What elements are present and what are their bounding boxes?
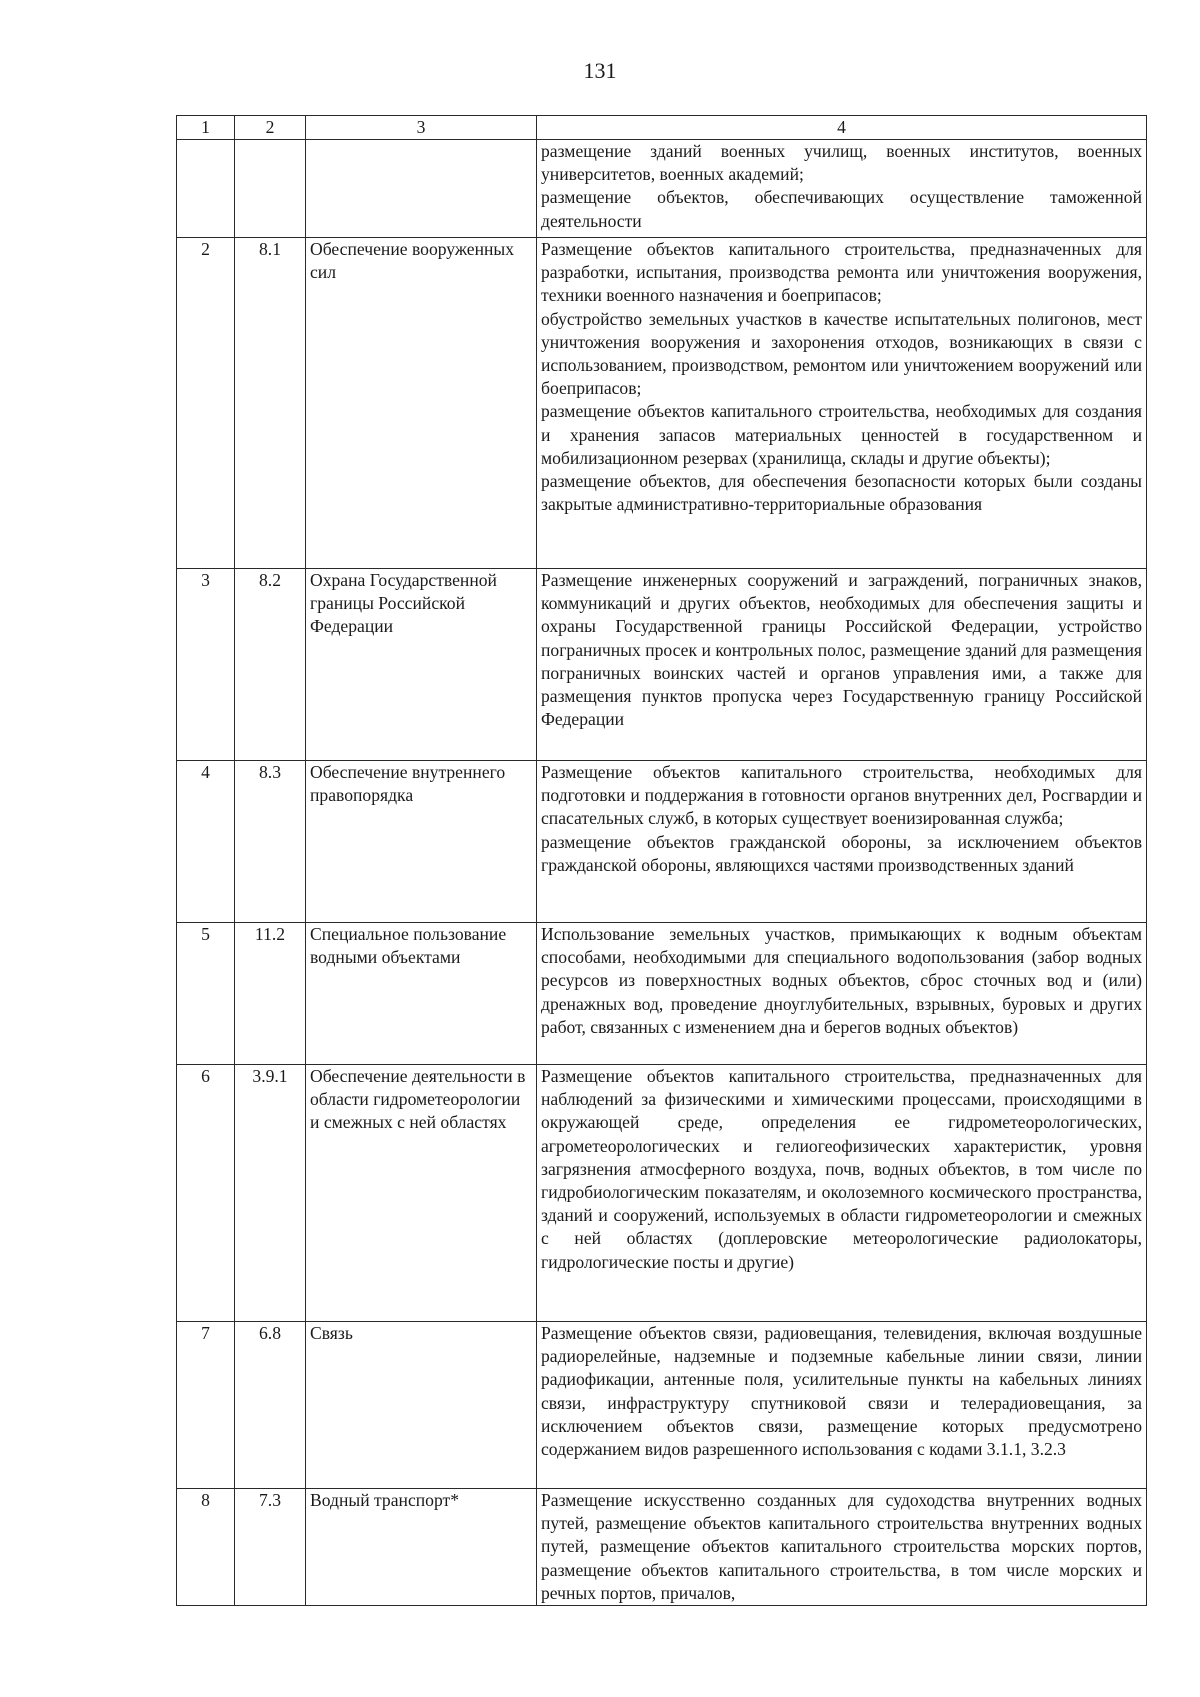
column-header: 1 [177,116,235,140]
row-number: 7 [177,1322,235,1489]
description-paragraph: размещение объектов гражданской обороны, за исключением объектов гражданской обороны, являющихся частями производственных зданий [541,831,1142,875]
row-description [537,761,1147,923]
description-paragraph: размещение зданий военных училищ, военных институтов, военных университетов, военных академий; [541,141,1142,185]
row-description [537,1322,1147,1489]
description-paragraph: Размещение искусственно созданных для судоходства внутренних водных путей, размещение объектов капитального строительства внутренних водных путей, размещение объектов капитального строительства морских портов, размещение объектов капитального строительства, в том числе морских и речных портов, причалов, [541,1490,1142,1603]
row-name: Связь [306,1322,537,1489]
row-code: 8.3 [235,761,306,923]
table-row [177,569,1147,761]
table-row [177,140,1147,238]
description-paragraph: Размещение объектов капитального строительства, необходимых для подготовки и поддержания в готовности органов внутренних дел, Росгвардии и спасательных служб, в которых существует военизированная служба; [541,762,1142,829]
row-name: Обеспечение деятельности в области гидрометеорологии и смежных с ней областях [306,1065,537,1322]
row-name: Специальное пользование водными объектами [306,923,537,1065]
row-name: Обеспечение вооруженных сил [306,238,537,569]
description-paragraph: обустройство земельных участков в качестве испытательных полигонов, мест уничтожения вооружения и захоронения отходов, возникающих в связи с использованием, производством, ремонтом или уничтожением вооружений или боеприпасов; [541,308,1142,399]
column-header: 3 [306,116,537,140]
row-description [537,1489,1147,1606]
row-code: 3.9.1 [235,1065,306,1322]
table-row [177,761,1147,923]
row-name: Обеспечение внутреннего правопорядка [306,761,537,923]
row-code: 8.1 [235,238,306,569]
description-paragraph: размещение объектов, для обеспечения безопасности которых были созданы закрытые административно-территориальные образования [541,471,1142,515]
row-number: 8 [177,1489,235,1606]
row-description [537,923,1147,1065]
row-number [177,140,235,238]
row-description [537,238,1147,569]
row-name: Водный транспорт* [306,1489,537,1606]
row-number: 6 [177,1065,235,1322]
row-number: 5 [177,923,235,1065]
row-name: Охрана Государственной границы Российской Федерации [306,569,537,761]
row-description [537,1065,1147,1322]
row-description [537,569,1147,761]
row-description [537,140,1147,238]
row-code: 6.8 [235,1322,306,1489]
column-header: 2 [235,116,306,140]
land-use-table [176,115,1147,1606]
description-paragraph: Использование земельных участков, примыкающих к водным объектам способами, необходимыми для специального водопользования (забор водных ресурсов из поверхностных водных объектов, сброс сточных вод и (или) дренажных вод, проведение дноуглубительных, взрывных, буровых и других работ, связанных с изменением дна и берегов водных объектов) [541,924,1142,1037]
column-header: 4 [537,116,1147,140]
row-number: 2 [177,238,235,569]
table-row [177,1489,1147,1606]
page-number: 131 [583,58,617,83]
row-code: 7.3 [235,1489,306,1606]
row-name [306,140,537,238]
description-paragraph: Размещение инженерных сооружений и заграждений, пограничных знаков, коммуникаций и других объектов, необходимых для обеспечения защиты и охраны Государственной границы Российской Федерации, устройство пограничных просек и контрольных полос, размещение зданий для размещения пограничных воинских частей и органов управления ими, а также для размещения пунктов пропуска через Государственную границу Российской Федерации [541,570,1142,730]
description-paragraph: Размещение объектов связи, радиовещания, телевидения, включая воздушные радиорелейные, надземные и подземные кабельные линии связи, линии радиофикации, антенные поля, усилительные пункты на кабельных линиях связи, инфраструктуру спутниковой связи и телерадиовещания, за исключением объектов связи, размещение которых предусмотрено содержанием видов разрешенного использования с кодами 3.1.1, 3.2.3 [541,1323,1142,1460]
description-paragraph: размещение объектов капитального строительства, необходимых для создания и хранения запасов материальных ценностей в государственном и мобилизационном резервах (хранилища, склады и другие объекты); [541,401,1142,468]
row-code: 8.2 [235,569,306,761]
table-row [177,1322,1147,1489]
row-number: 4 [177,761,235,923]
description-paragraph: размещение объектов, обеспечивающих осуществление таможенной деятельности [541,187,1142,231]
row-code: 11.2 [235,923,306,1065]
row-number: 3 [177,569,235,761]
table-row [177,1065,1147,1322]
table-row [177,923,1147,1065]
table-row [177,238,1147,569]
description-paragraph: Размещение объектов капитального строительства, предназначенных для разработки, испытания, производства ремонта или уничтожения вооружения, техники военного назначения и боеприпасов; [541,239,1142,306]
table-header-row [177,116,1147,140]
row-code [235,140,306,238]
description-paragraph: Размещение объектов капитального строительства, предназначенных для наблюдений за физическими и химическими процессами, происходящими в окружающей среде, определения ее гидрометеорологических, агрометеорологических и гелиогеофизических характеристик, уровня загрязнения атмосферного воздуха, почв, водных объектов, в том числе по гидробиологическим показателям, и околоземного космического пространства, зданий и сооружений, используемых в области гидрометеорологии и смежных с ней областях (доплеровские метеорологические радиолокаторы, гидрологические посты и другие) [541,1066,1142,1272]
